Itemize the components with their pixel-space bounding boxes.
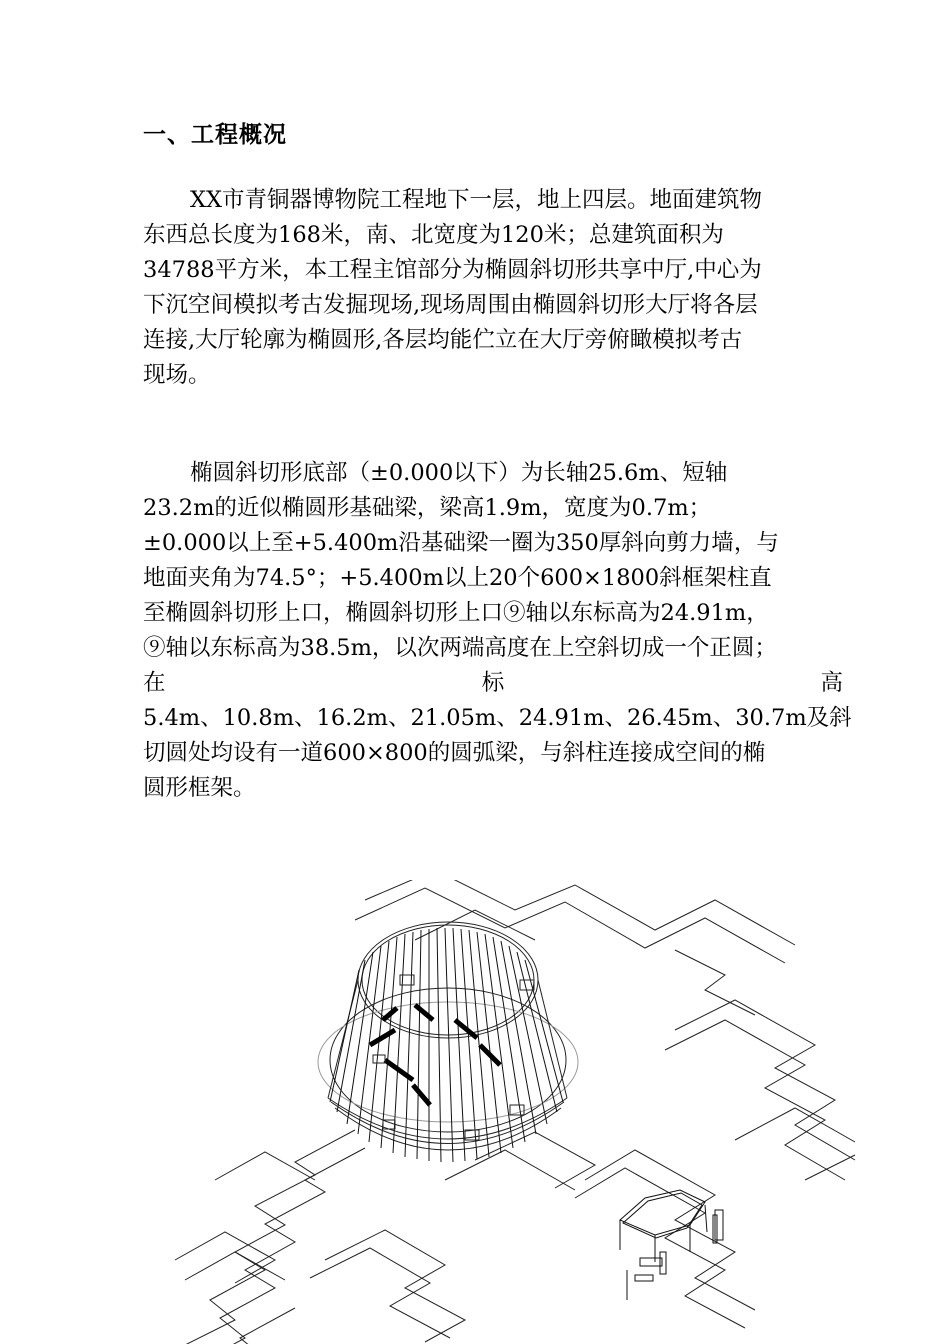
text-line: 地面夹角为74.5°；+5.400m以上20个600×1800斜框架柱直 xyxy=(143,565,772,591)
text-line: 切圆处均设有一道600×800的圆弧梁，与斜柱连接成空间的椭 xyxy=(143,740,766,766)
paragraph-overview xyxy=(143,183,853,393)
wireframe-svg xyxy=(115,880,875,1344)
paragraph-structure xyxy=(143,456,853,806)
text-line: ⑨轴以东标高为38.5m，以次两端高度在上空斜切成一个正圆； xyxy=(143,635,777,661)
text-line: ±0.000以上至+5.400m沿基础梁一圈为350厚斜向剪力墙，与 xyxy=(143,530,779,556)
text-line: 东西总长度为168米，南、北宽度为120米；总建筑面积为 xyxy=(143,222,724,248)
text-line: 5.4m、10.8m、16.2m、21.05m、24.91m、26.45m、30.7m及斜 xyxy=(143,705,852,731)
spread-word: 在 xyxy=(143,670,166,696)
text-line: 34788平方米，本工程主馆部分为椭圆斜切形共享中厅,中心为 xyxy=(143,257,762,283)
text-line: 现场。 xyxy=(143,362,211,388)
text-line: XX市青铜器博物院工程地下一层，地上四层。地面建筑物 xyxy=(190,187,763,213)
spread-word: 高 xyxy=(820,670,843,696)
text-line: 下沉空间模拟考古发掘现场,现场周围由椭圆斜切形大厅将各层 xyxy=(143,292,758,318)
text-line: 圆形框架。 xyxy=(143,775,256,801)
text-line: 至椭圆斜切形上口，椭圆斜切形上口⑨轴以东标高为24.91m， xyxy=(143,600,769,626)
structure-wireframe-drawing xyxy=(115,880,875,1344)
spread-word: 标 xyxy=(481,670,505,696)
text-line: 连接,大厅轮廓为椭圆形,各层均能伫立在大厅旁俯瞰模拟考古 xyxy=(143,327,743,353)
text-line: 椭圆斜切形底部（±0.000以下）为长轴25.6m、短轴 xyxy=(190,460,728,486)
justified-line xyxy=(143,666,843,701)
section-heading: 一、工程概况 xyxy=(143,122,287,148)
text-line: 23.2m的近似椭圆形基础梁，梁高1.9m，宽度为0.7m； xyxy=(143,495,712,521)
